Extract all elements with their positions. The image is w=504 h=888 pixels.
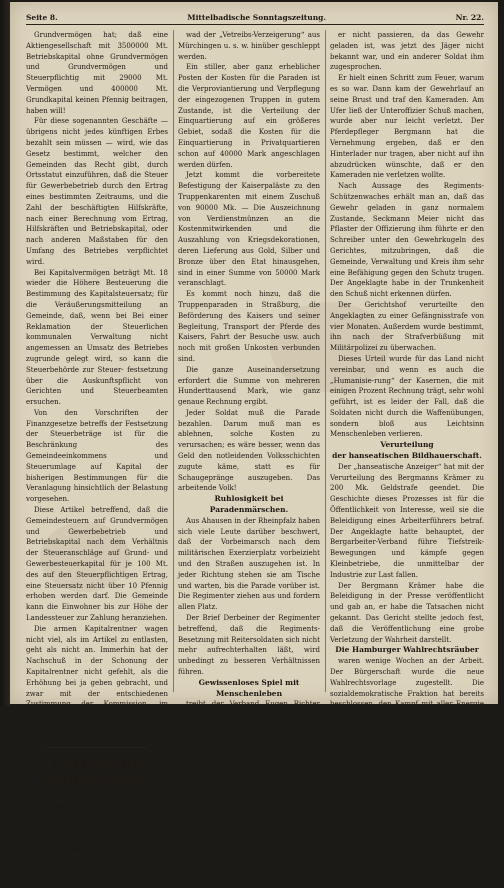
paragraph: Für diese sogenannten Geschäfte — übrigens nicht jedes künftigen Erbes bezahlt sein müssen — wird, wie das Gesetz bestimmt, welcher den Gemeinden das Recht gibt, durch Ortsstatut einzuführen, daß die Steuer für Gewerbebetrieb durch den Ertrag eines bestimmten Zeitraums, und die Zahl der beschäftigten Hilfskräfte, nach einer Berechnung vom Ertrag, Hilfskräften und Betriebskapital, oder nach anderen Maßstaben für den Umfang des Betriebes verpflichtet wird.	[26, 117, 168, 266]
divider	[46, 747, 148, 748]
newspaper-title: Mittelbadische Sonntagszeitung.	[187, 12, 327, 22]
paragraph: Die ganze Auseinandersetzung erfordert die Summe von mehreren Hunderttausend Mark, wie ganz genaue Rechnung ergibt.	[178, 365, 320, 407]
paragraph: Jetzt kommt die vorbereitete Befestigung der Kaiserpaläste zu den Truppenkarenten mit einem Zuschuß von 90000 Mk. — Die Auszeichnung von Verdienstmünzen an die Kostenmitwirkenden und die Auszahlung von Kriegsdekorationen, deren Lieferung aus Gold, Silber und Bronze über den Etat hinausgehen, sind in einer Summe von 50000 Mark veranschlagt.	[178, 171, 320, 288]
issue-number: Nr. 22.	[455, 12, 484, 22]
paragraph: wad der „Vetreibs-Verzeigerung“ aus Mürchingen u. s. w. hinüber geschleppt werden.	[178, 31, 320, 61]
column-rule	[173, 30, 174, 692]
section-title: Politische Rundschau.	[41, 751, 153, 789]
paragraph: er nicht passieren, da das Gewehr geladen ist, was jetzt des Jäger nicht bekannt war, und ein anderer Soldat ihm zugesprochen.	[330, 31, 484, 72]
column-2	[178, 30, 320, 860]
article-subheading: der hanseatischen Bildhauerschaft.	[332, 451, 482, 461]
article-heading: Was kostet die Parade?	[48, 801, 146, 811]
paragraph: Nach Aussage des Regiments-Schützenwaches erhält man an, daß das Gewehr geladen in ganz normalem Zustande, Seckmann Meier nicht das Pflaster der Offizierung ihm führte er den Schreiber unter den Gewehrkugeln des Gerichtes, mitzubringen, daß die Gemeinde, Verwaltung und Kreis ihm sehr eine Befähigung gegen den Schutz trugen. Der Angeklagte habe in der Trunkenheit den Schuß nicht erkennen dürfen.	[330, 182, 484, 299]
paragraph: Die armen Kapitalrentner wagen nicht viel, als im Artikel zu entlasten, geht als nicht an. Immerhin hat der Nachschuß in der Schonung der Kapitalrentner nicht gefehlt, als die Erhöhung bei ja geben gebracht, und zwar mit der entschiedenen Zustimmung der Kommission, im Interesse der Gemeinde, sowie auch die Belastung der übrigen Steuerpflichtigen.	[26, 624, 168, 741]
dateline: Kitzingen, den 1. Juni 1905.	[51, 791, 143, 800]
paragraph: Der Bergmann Krämer habe die Beleidigung in der Presse veröffentlicht und gab an, er habe die Tatsachen nicht gekannt. Das Gericht stellte jedoch fest, daß die Veröffentlichung eine grobe Verletzung der Wahrheit darstellt.	[330, 581, 484, 644]
paragraph: Diese Artikel betreffend, daß die Gemeindesteuern auf Grundvermögen und Gewerbebetrieb und Betriebskapital nach dem Verhältnis der Steueranschläge auf Grund- und Gewerbesteuerkapital für je 100 Mt. des auf den Steuerpflichtigen Ertrag, eine Steuersatz nicht über 10 Pfennig erhoben werden darf. Die Gemeinde kann die Einwohner bis zur Höhe der Landessteuer zur Zahlung heranziehen.	[26, 506, 168, 623]
paragraph: Ein stiller, aber ganz erheblicher Posten der Kosten für die Paraden ist die Verproviantierung und Verpflegung der eingezogenen Truppen in gutem Zustande, ist die Verteilung der Einquartierung auf ein größeres Gebiet, sodaß die Kosten für die Einquartierung in Privatquartieren schon auf 40000 Mark angeschlagen werden dürfen.	[178, 63, 320, 169]
paragraph: Jeder Soldat muß die Parade bezahlen. Darum muß man es ablehnen, solche Kosten zu verursachen; es wäre besser, wenn das Geld den notleidenden Volksschichten zugute käme, statt es für Schaugepränge auszugeben. Das arbeitende Volk!	[178, 408, 320, 493]
paragraph: Die „Volkstage“ in B. Brückingen in Lothringen sollen nach der militärischen Fachpresse einen Kostenaufwand von 250000 Mark erfordern haben. Man fühlt hier an, wieviel das Reich an Ausgaben zu tragen hat.	[26, 813, 168, 886]
page-header	[26, 10, 484, 25]
paragraph: Dieses Urteil wurde für das Land nicht vereinbar, und wenn es auch die „Humanisie-rung“ der Kasernen, die mit einigen Prozent Rechnung trägt, sehr wohl geführt, ist es leider der Fall, daß die Soldaten nicht durch die Waffenübungen, sondern bloß aus Leichtsinn Menschenleben verlieren.	[330, 354, 484, 439]
paragraph: Grundvermögen hat; daß eine Aktiengesellschaft mit 3500000 Mt. Betriebskapital ohne Grundvermögen und Grundvermögen und Steuerpflichtig mit 29000 Mt. Vermögen und 400000 Mt. Grundkapital keinen Pfennig beitragen, haben will!	[26, 31, 168, 115]
paragraph: Der Gerichtshof verurteilte den Angeklagten zu einer Gefängnisstrafe von vier Monaten. Außerdem wurde bestimmt, ihn nach der Strafverbüßung mit Militärpolizei zu überwachen.	[330, 300, 484, 353]
column-rule	[325, 30, 326, 692]
paragraph: treibt der Verband Eugen Richter vom 22. bzw. Infanterie-Regiment in Landshausen, der sich am Montag vor 3 Tagen vor dem Kriegsgericht zu verantworten hatte.	[178, 700, 320, 752]
paragraph: Der Brief Derbeiner der Regimenter betreffend, daß die Regiments-Besetzung mit Reitersoldaten sich nicht mehr aufrechterhalten läßt, wird unbedingt zu besseren Verhältnissen führen.	[178, 614, 320, 677]
binding-edge	[0, 0, 10, 706]
article-heading: Ruhlosigkeit bei Paradenmärschen.	[209, 494, 289, 515]
paragraph: Von den Vorschriften der Finanzgesetze betreffs der Festsetzung der Steuerbeträge ist für die Beschränkung des Gemeindeeinkommens und Steuerumlage auf Kapital der bisherigen Bestimmungen für die Veranlagung hinsichtlich der Belastung vorgesehen.	[26, 408, 168, 504]
paragraph: Der „hanseatische Anzeiger“ hat mit der Verurteilung des Bergmanns Krämer zu 200 Mk. Geldstrafe geendet. Die Geschichte dieses Prozesses ist für die Öffentlichkeit von Interesse, weil sie die Beleidigung eines Arbeiterführers betraf. Der Angeklagte hatte behauptet, der Bergarbeiter-Verband führe Tiefstreik-Bewegungen und kämpfe gegen Kleinbetriebe, die unmittelbar der Industrie zur Last fallen.	[330, 462, 484, 579]
article-heading: Gewissenloses Spiel mit Menschenleben	[198, 677, 300, 698]
paragraph: waren wenige Wochen an der Arbeit. Der Bürgerschaft wurde die neue Wahlrechtsvorlage zugestellt. Die sozialdemokratische Fraktion hat bereits beschlossen, den Kampf mit aller Energie aufzunehmen und die Bevölkerung zu Protestversammlungen aufzurufen.	[330, 657, 484, 730]
newspaper-page	[10, 2, 498, 886]
paragraph: Er hatte bei der schriftlichen Leitung des Infanterie-Regiments Hanhagen, Bergmann und Schnitteweiler über die Sache entschieden, Vernehmung des Mannes am Tag zuvor geholt und gelegt. Gestern sah dasselbe wie aus, als ob die Infanteristen gar nicht gerade gesprochen, daß der Angeklagte in Gewahrsam genommen ist.	[178, 754, 320, 860]
column-3	[330, 30, 484, 730]
paragraph: Bei Kapitalvermögen beträgt Mt. 18 wieder die Höhere Besteuerung die Bestimmung des Kapitalsteuersatz; für die Veräußerungsmitteilung an Gemeinde, daß, wenn bei Bei einer Reklamation der Steuerlichen kommunalen Verwaltung nicht angemessen an Umsatz des Betriebes zugrunde gelegt wird, so kann die Steuerbehörde zur Steuer- festsetzung über die Auskunftspflicht von Gerichten und Steuerbeamten ersuchen.	[26, 268, 168, 407]
paragraph: Aus Ahausen in der Rheinpfalz haben sich viele Leute darüber beschwert, daß der Vorbeimarsch nach dem militärischen Exerzierplatz vorbeizieht und den Straßen auszugehen ist. In jeder Richtung stehen sie am Tische und warten, bis die Parade vorüber ist. Die Regimenter ziehen aus und fordern allen Platz.	[178, 516, 320, 612]
page-number: Seite 8.	[26, 12, 58, 22]
article-heading: Die Hamburger Wahlrechtsräuber	[335, 645, 479, 655]
article-heading: Verurteilung	[380, 440, 434, 450]
column-1	[26, 30, 168, 886]
paragraph: Er hielt einen Schritt zum Feuer, warum es so war. Dann kam der Gewehrlauf an seine Brust und traf den Kameraden. Am Ufer ließ der Unteroffizier Schuß machen, wurde aber nur leicht verletzt. Der Pferdepfleger Bergmann hat die Vernehmung ergeben, daß er den Hinterlader nur tragen, aber nicht auf ihn abzudrücken wünschte, daß er den Kameraden nie verletzen wollte.	[330, 74, 484, 180]
paragraph: Es kommt noch hinzu, daß die Truppenparaden in Straßburg, die Beförderung des Kaisers und seiner Begleitung, Transport der Pferde des Kaisers, Fahrt der Besuche usw. auch noch mit großen Unkosten verbunden sind.	[178, 290, 320, 363]
